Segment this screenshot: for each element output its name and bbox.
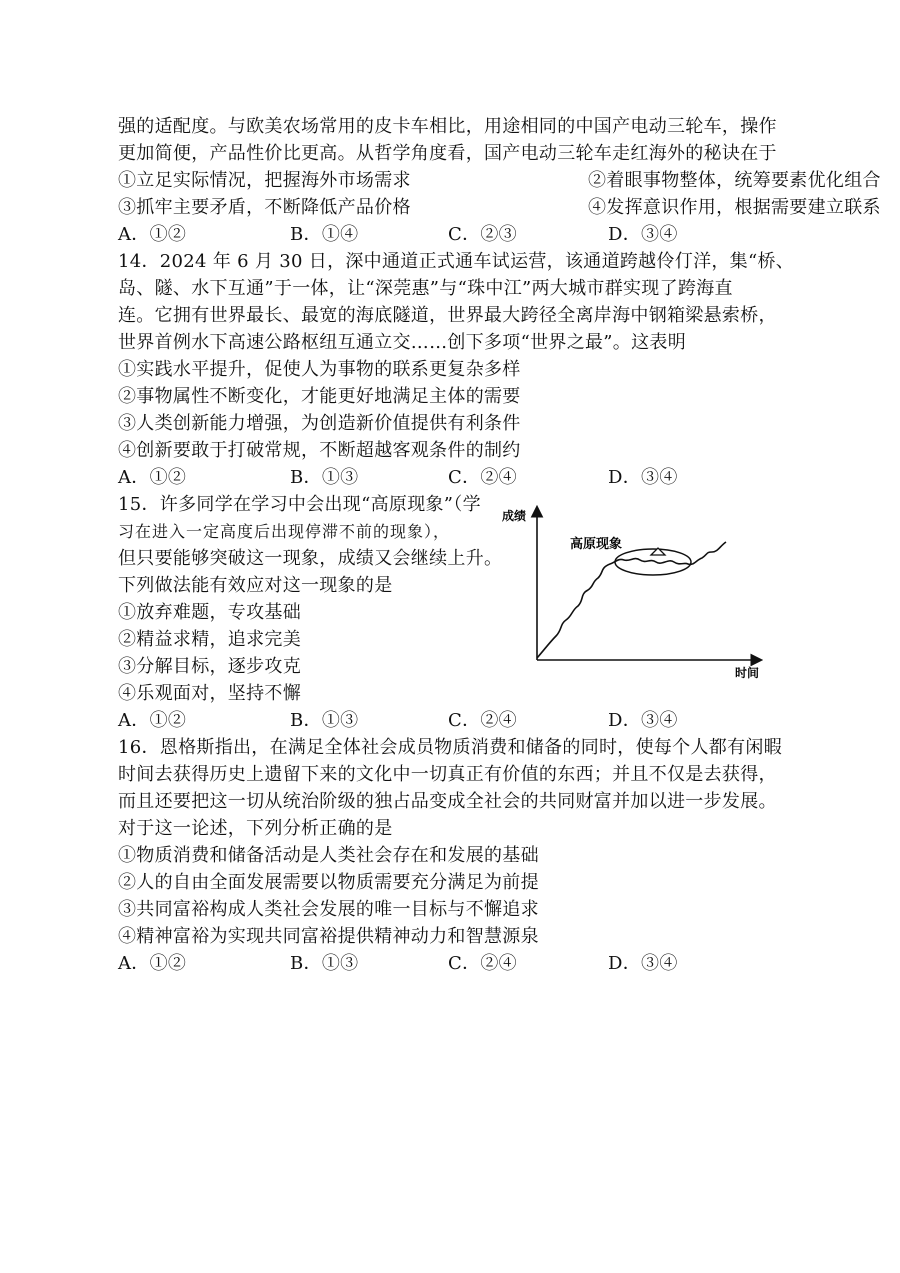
q15-line-2: 习在进入一定高度后出现停滞不前的现象）， <box>118 522 451 541</box>
q15-line-4: 下列做法能有效应对这一现象的是 <box>118 575 393 596</box>
q15-choices <box>118 706 798 736</box>
q14-line-3: 连。它拥有世界最长、最宽的海底隧道，世界最大跨径全离岸海中钢箱梁悬索桥， <box>118 305 777 326</box>
q13-item-2: ②着眼事物整体，统筹要素优化组合 <box>588 170 881 191</box>
q13-item-4: ④发挥意识作用，根据需要建立联系 <box>588 197 881 218</box>
q14-line-1: 14．2024 年 6 月 30 日，深中通道正式通车试运营，该通道跨越伶仃洋，集“桥、 <box>118 251 795 272</box>
q16-line-3: 而且还要把这一切从统治阶级的独占品变成全社会的共同财富并加以进一步发展。 <box>118 791 777 812</box>
q13-choices <box>118 220 798 250</box>
q14-choices <box>118 463 798 493</box>
q15-choice-c[interactable]: C．②④ <box>448 710 517 731</box>
q15-choice-a[interactable]: A．①② <box>118 710 187 731</box>
q15-choice-b[interactable]: B．①③ <box>290 710 359 731</box>
x-axis-label: 时间 <box>735 666 760 680</box>
plateau-figure <box>502 500 770 690</box>
q15-item-4: ④乐观面对，坚持不懈 <box>118 683 301 704</box>
q13-items-row-1 <box>118 166 881 196</box>
q16-item-3: ③共同富裕构成人类社会发展的唯一目标与不懈追求 <box>118 899 539 920</box>
q13-choice-a[interactable]: A．①② <box>118 224 187 245</box>
q16-item-4: ④精神富裕为实现共同富裕提供精神动力和智慧源泉 <box>118 926 539 947</box>
q13-line-2: 更加简便，产品性价比更高。从哲学角度看，国产电动三轮车走红海外的秘诀在于 <box>118 143 777 164</box>
q16-choices <box>118 949 798 979</box>
q14-choice-b[interactable]: B．①③ <box>290 467 359 488</box>
q15-line-3: 但只要能够突破这一现象，成绩又会继续上升。 <box>118 548 503 569</box>
y-axis-label: 成绩 <box>502 509 527 523</box>
q14-choice-a[interactable]: A．①② <box>118 467 187 488</box>
q13-items-row-2 <box>118 193 881 223</box>
q16-choice-a[interactable]: A．①② <box>118 953 187 974</box>
q16-item-1: ①物质消费和储备活动是人类社会存在和发展的基础 <box>118 845 539 866</box>
q13-item-1: ①立足实际情况，把握海外市场需求 <box>118 170 411 191</box>
q16-line-2: 时间去获得历史上遗留下来的文化中一切真正有价值的东西；并且不仅是去获得， <box>118 764 777 785</box>
q14-item-2: ②事物属性不断变化，才能更好地满足主体的需要 <box>118 386 521 407</box>
q15-item-2: ②精益求精，追求完美 <box>118 629 301 650</box>
q14-line-4: 世界首例水下高速公路枢纽互通立交……创下多项“世界之最”。这表明 <box>118 332 687 353</box>
q13-item-3: ③抓牢主要矛盾，不断降低产品价格 <box>118 197 411 218</box>
q15-item-1: ①放弃难题，专攻基础 <box>118 602 301 623</box>
q13-choice-d[interactable]: D．③④ <box>608 224 678 245</box>
q16-line-4: 对于这一论述，下列分析正确的是 <box>118 818 393 839</box>
q15-item-3: ③分解目标，逐步攻克 <box>118 656 301 677</box>
q14-choice-d[interactable]: D．③④ <box>608 467 678 488</box>
plateau-annotation: 高原现象 <box>570 537 623 552</box>
plateau-chart <box>502 500 770 690</box>
q14-choice-c[interactable]: C．②④ <box>448 467 517 488</box>
q15-line-1: 15．许多同学在学习中会出现“高原现象”（学 <box>118 494 481 515</box>
q14-item-1: ①实践水平提升，促使人为事物的联系更复杂多样 <box>118 359 521 380</box>
q16-choice-c[interactable]: C．②④ <box>448 953 517 974</box>
q16-choice-b[interactable]: B．①③ <box>290 953 359 974</box>
score-curve <box>537 542 726 658</box>
q15-choice-d[interactable]: D．③④ <box>608 710 678 731</box>
q16-choice-d[interactable]: D．③④ <box>608 953 678 974</box>
q14-line-2: 岛、隧、水下互通”于一体，让“深莞惠”与“珠中江”两大城市群实现了跨海直 <box>118 278 733 299</box>
q16-item-2: ②人的自由全面发展需要以物质需要充分满足为前提 <box>118 872 539 893</box>
q13-choice-b[interactable]: B．①④ <box>290 224 359 245</box>
q14-item-4: ④创新要敢于打破常规，不断超越客观条件的制约 <box>118 440 521 461</box>
q16-line-1: 16．恩格斯指出，在满足全体社会成员物质消费和储备的同时，使每个人都有闲暇 <box>118 737 783 758</box>
q13-line-1: 强的适配度。与欧美农场常用的皮卡车相比，用途相同的中国产电动三轮车，操作 <box>118 116 777 137</box>
q13-choice-c[interactable]: C．②③ <box>448 224 517 245</box>
q14-item-3: ③人类创新能力增强，为创造新价值提供有利条件 <box>118 413 521 434</box>
